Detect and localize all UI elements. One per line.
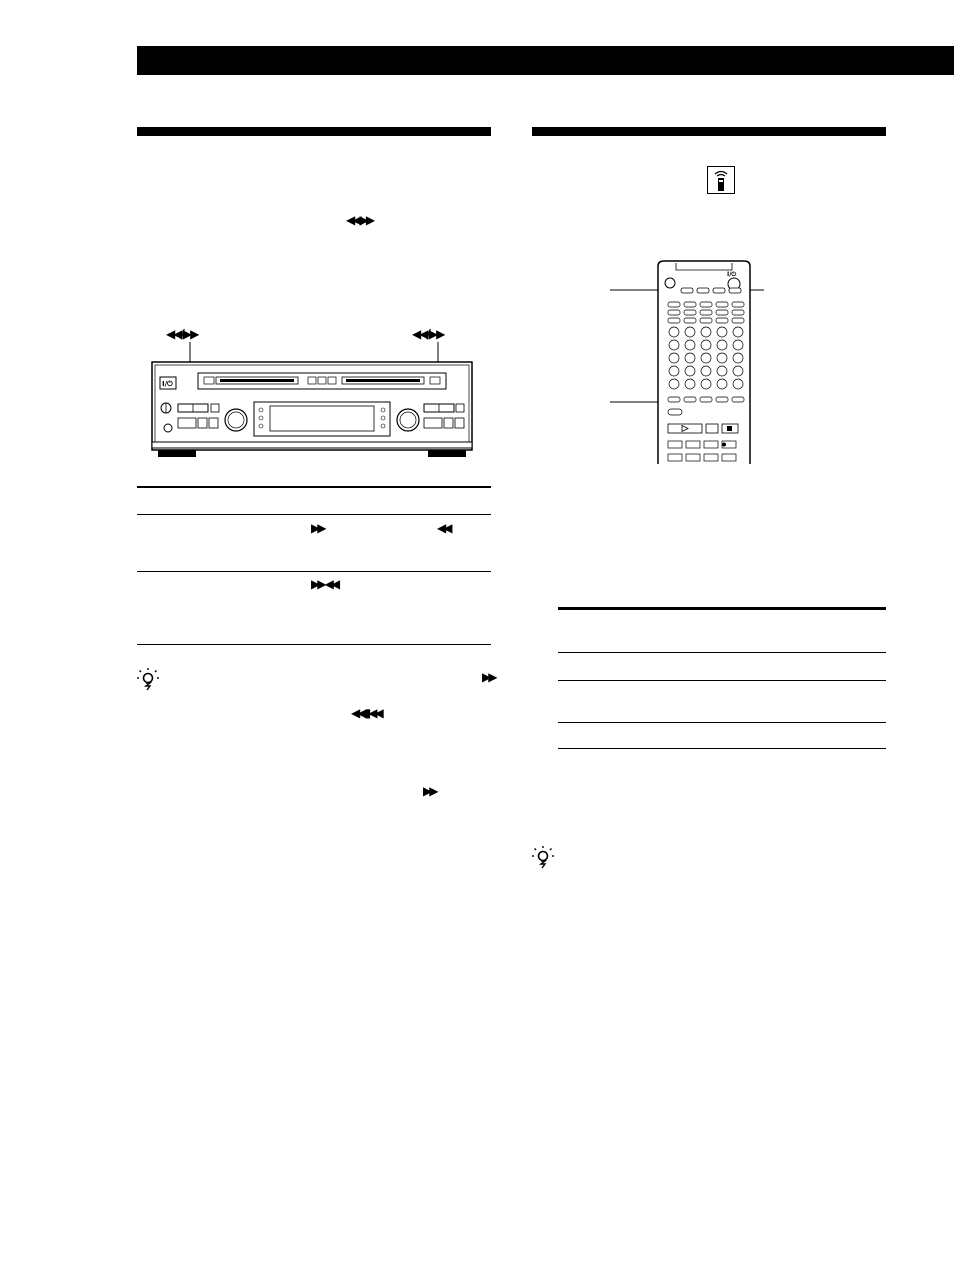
deck-right-rew-ff-label: ◀◀/▶▶ xyxy=(412,327,444,341)
right-table-rule-3 xyxy=(558,722,886,723)
right-section-heading-bar xyxy=(532,127,886,136)
right-table-rule-1 xyxy=(558,652,886,653)
left-table-rule-2 xyxy=(137,571,491,572)
table-row2-ff-rew-symbols: ▶▶ ◀◀ xyxy=(311,577,338,591)
table-row1-ff-symbol: ▶▶ xyxy=(311,521,324,535)
remote-control-illustration xyxy=(610,258,780,466)
table-row1-rew-symbol: ◀◀ xyxy=(437,521,450,535)
left-table-bottom-rule xyxy=(137,644,491,645)
deck-power-label: I/⏻ xyxy=(162,380,173,388)
right-table-top-rule xyxy=(558,607,886,610)
left-table-rule-1 xyxy=(137,514,491,515)
rew-ff-symbols: ◀◀ ▶▶ xyxy=(346,213,373,227)
tip-lightbulb-icon xyxy=(137,668,161,692)
right-table-bottom-rule xyxy=(558,748,886,749)
right-table-rule-2 xyxy=(558,680,886,681)
remote-power-label: I/⏻ xyxy=(727,271,737,278)
md-deck-illustration xyxy=(150,338,475,463)
deck-left-rew-ff-label: ◀◀/▶▶ xyxy=(166,327,198,341)
remote-control-icon xyxy=(707,166,735,194)
left-section-heading-bar xyxy=(137,127,491,136)
tip-lightbulb-icon-right xyxy=(532,846,556,870)
tip-rew-prev-symbols: ◀◀ ▮◀◀ xyxy=(351,706,381,720)
tip-ff-symbol-2: ▶▶ xyxy=(423,784,436,798)
tip-ff-symbol: ▶▶ xyxy=(482,670,495,684)
header-band xyxy=(137,46,954,75)
left-table-top-rule xyxy=(137,486,491,488)
